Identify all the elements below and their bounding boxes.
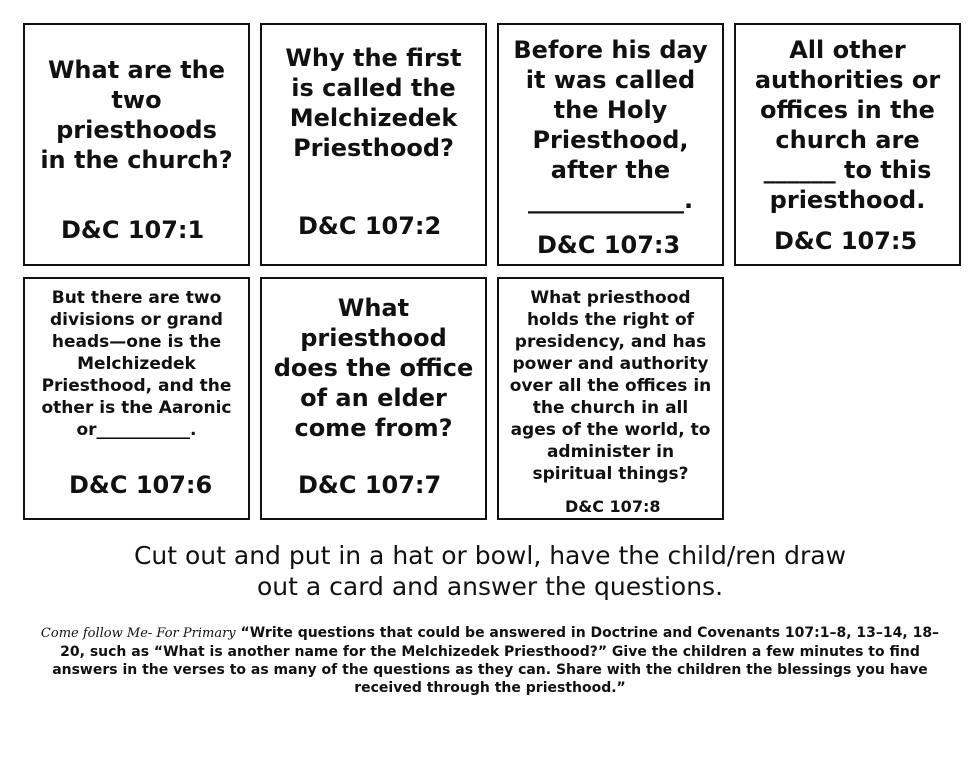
question-card-1 [23,23,250,266]
question-card-3 [497,23,724,266]
card-question: What priesthood does the office of an elder come from? [273,294,474,442]
card-reference: D&C 107:8 [565,497,661,516]
card-reference: D&C 107:5 [774,227,918,255]
note-body: “Write questions that could be answered in Doctrine and Covenants 107:1–8, 13–14, 18–20, such as “What is another name for the Melchizedek Priesthood?” Give the children a few minutes to find answers in the verses to as many of the questions as they can. Share with the children the blessings you have received through the priesthood.” [52,625,940,696]
question-card-6 [260,277,487,520]
question-card-4 [734,23,961,266]
card-question: What priesthood holds the right of presidency, and has power and authority over all the offices in the church in all ages of the world, to administer in spiritual things? [509,288,712,484]
lesson-note [40,624,940,697]
card-question: All other authorities or offices in the church are ______ to this priesthood. [754,36,941,214]
card-question: What are the two priesthoods in the church? [40,56,233,174]
question-card-7 [497,277,724,520]
card-reference: D&C 107:6 [69,471,213,499]
note-source-title: Come follow Me- For Primary [40,626,236,641]
card-reference: D&C 107:2 [298,212,442,240]
card-reference: D&C 107:7 [298,471,442,499]
card-question: Why the first is called the Melchizedek Priesthood? [285,44,462,162]
card-question: Before his day it was called the Holy Priesthood, after the _____________. [513,36,708,214]
instructions-text: Cut out and put in a hat or bowl, have the child/ren draw out a card and answer the questions. [133,541,847,601]
card-question: But there are two divisions or grand heads—one is the Melchizedek Priesthood, and the other is the Aaronic or___________. [41,288,232,440]
card-reference: D&C 107:3 [537,231,681,259]
question-card-2 [260,23,487,266]
card-reference: D&C 107:1 [61,216,205,244]
question-card-5 [23,277,250,520]
